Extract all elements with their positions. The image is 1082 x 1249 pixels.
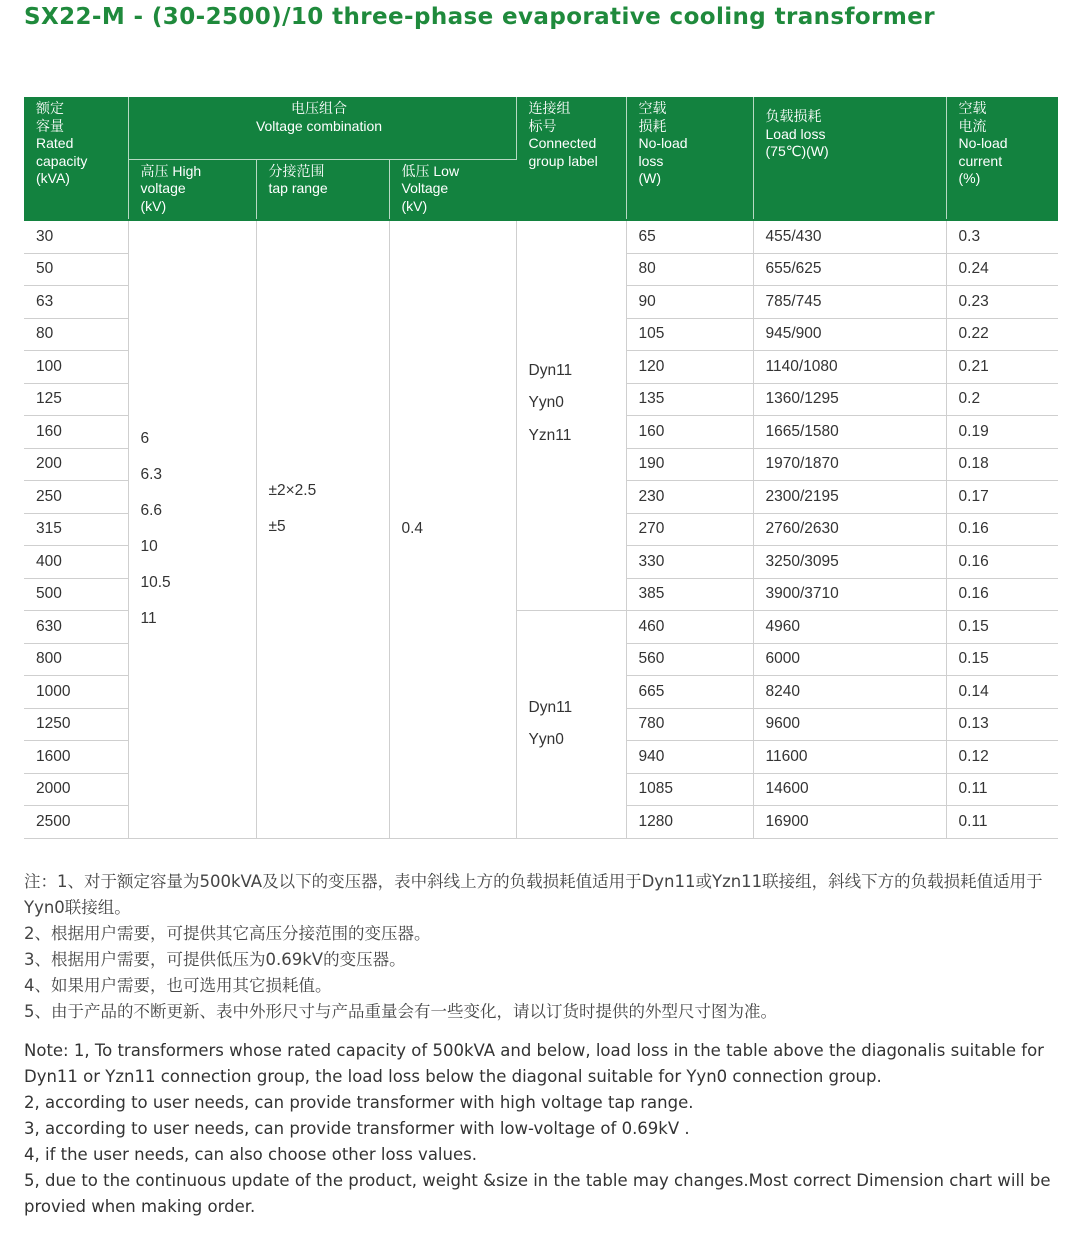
load-loss-cell: 455/430 [753, 220, 946, 253]
no-load-current-cell: 0.21 [946, 351, 1058, 384]
capacity-cell: 500 [24, 578, 128, 611]
note-cn-5: 5、由于产品的不断更新、表中外形尺寸与产品重量会有一些变化，请以订货时提供的外型尺寸图为准。 [24, 1002, 777, 1021]
header-line: 电压组合 [291, 100, 347, 116]
header-line: 空载 [958, 100, 987, 116]
merged-value: 6.3 [140, 466, 163, 484]
group-label-upper-cell [516, 220, 626, 611]
merged-value: ±2×2.5 [268, 482, 317, 500]
no-load-loss-cell: 160 [626, 416, 753, 449]
load-loss-cell: 16900 [753, 806, 946, 839]
no-load-loss-cell: 65 [626, 220, 753, 253]
merged-values [529, 692, 626, 757]
header-line: group label [528, 152, 598, 169]
header-line: 高压 High [140, 162, 202, 179]
capacity-cell: 50 [24, 253, 128, 286]
header-line: Voltage [401, 180, 449, 196]
header-line: Rated [36, 135, 74, 151]
header-line: Load loss [765, 125, 826, 142]
no-load-current-cell: 0.14 [946, 676, 1058, 709]
merged-values [141, 421, 256, 637]
merged-value: Yyn0 [528, 394, 564, 412]
no-load-current-cell: 0.15 [946, 611, 1058, 644]
load-loss-cell: 3250/3095 [753, 546, 946, 579]
merged-value: ±5 [268, 518, 286, 536]
no-load-current-cell: 0.16 [946, 578, 1058, 611]
capacity-cell: 100 [24, 351, 128, 384]
no-load-current-cell: 0.19 [946, 416, 1058, 449]
note-cn-4: 4、如果用户需要，也可选用其它损耗值。 [24, 976, 332, 995]
header-line: 额定 [36, 100, 64, 116]
no-load-loss-cell: 665 [626, 676, 753, 709]
no-load-current-cell: 0.13 [946, 708, 1058, 741]
capacity-cell: 1000 [24, 676, 128, 709]
header-voltage-combination [128, 97, 516, 159]
load-loss-cell: 1665/1580 [753, 416, 946, 449]
capacity-cell: 30 [24, 220, 128, 253]
header-line: No-load [638, 135, 688, 151]
group-label-lower-cell [516, 611, 626, 839]
header-line: 损耗 [638, 117, 667, 134]
table-row [24, 220, 1058, 253]
no-load-loss-cell: 1280 [626, 806, 753, 839]
header-line: (kV) [401, 197, 428, 214]
merged-value: 10 [140, 538, 158, 556]
header-line: 容量 [36, 117, 64, 134]
no-load-loss-cell: 190 [626, 448, 753, 481]
header-load-loss [753, 97, 946, 220]
load-loss-cell: 9600 [753, 708, 946, 741]
capacity-cell: 80 [24, 318, 128, 351]
no-load-loss-cell: 270 [626, 513, 753, 546]
header-no-load-loss [626, 97, 753, 220]
no-load-loss-cell: 330 [626, 546, 753, 579]
header-no-load-current [946, 97, 1058, 220]
no-load-loss-cell: 460 [626, 611, 753, 644]
header-tap-range [256, 159, 389, 220]
load-loss-cell: 1970/1870 [753, 448, 946, 481]
note-en-3: 3, according to user needs, can provide transformer with low-voltage of 0.69kV . [24, 1119, 690, 1138]
no-load-loss-cell: 560 [626, 643, 753, 676]
load-loss-cell: 945/900 [753, 318, 946, 351]
note-en-2: 2, according to user needs, can provide transformer with high voltage tap range. [24, 1093, 694, 1112]
no-load-current-cell: 0.15 [946, 643, 1058, 676]
note-en-1: Note: 1, To transformers whose rated capacity of 500kVA and below, load loss in the table above the diagonalis suitable for Dyn11 or Yzn11 connection group, the load loss below the diagonal suitable for Yyn0 connection group. [24, 1041, 1044, 1086]
merged-value: 6.6 [140, 502, 163, 520]
load-loss-cell: 8240 [753, 676, 946, 709]
header-line: Connected [528, 135, 597, 151]
header-line: 电流 [958, 117, 987, 134]
no-load-loss-cell: 90 [626, 286, 753, 319]
load-loss-cell: 2300/2195 [753, 481, 946, 514]
capacity-cell: 125 [24, 383, 128, 416]
no-load-current-cell: 0.18 [946, 448, 1058, 481]
header-line: (kVA) [36, 170, 70, 186]
note-en-4: 4, if the user needs, can also choose other loss values. [24, 1145, 477, 1164]
merged-value: Dyn11 [528, 698, 573, 716]
header-line: loss [638, 152, 664, 169]
no-load-current-cell: 0.22 [946, 318, 1058, 351]
no-load-current-cell: 0.11 [946, 773, 1058, 806]
no-load-loss-cell: 80 [626, 253, 753, 286]
capacity-cell: 63 [24, 286, 128, 319]
no-load-loss-cell: 105 [626, 318, 753, 351]
header-line: 标号 [528, 117, 557, 134]
capacity-cell: 1250 [24, 708, 128, 741]
no-load-current-cell: 0.2 [946, 383, 1058, 416]
capacity-cell: 400 [24, 546, 128, 579]
load-loss-cell: 655/625 [753, 253, 946, 286]
header-line: 分接范围 [268, 162, 325, 179]
capacity-cell: 1600 [24, 741, 128, 774]
merged-value: Dyn11 [528, 361, 573, 379]
merged-values [529, 355, 626, 453]
header-capacity [24, 97, 128, 220]
header-group-label [516, 97, 626, 220]
header-line: 低压 Low [401, 162, 460, 179]
header-line: (W) [638, 170, 662, 186]
header-line: No-load [958, 135, 1008, 151]
header-line: (75℃)(W) [765, 143, 829, 159]
header-line: (%) [958, 170, 981, 186]
load-loss-cell: 785/745 [753, 286, 946, 319]
no-load-current-cell: 0.3 [946, 220, 1058, 253]
capacity-cell: 630 [24, 611, 128, 644]
note-cn-1: 注：1、对于额定容量为500kVA及以下的变压器，表中斜线上方的负载损耗值适用于Dyn11或Yzn11联接组，斜线下方的负载损耗值适用于Yyn0联接组。 [24, 872, 1043, 917]
note-en-5: 5, due to the continuous update of the product, weight &size in the table may changes.Most correct Dimension chart will be provied when making order. [24, 1171, 1051, 1216]
header-line: tap range [268, 180, 328, 196]
load-loss-cell: 1140/1080 [753, 351, 946, 384]
no-load-loss-cell: 940 [626, 741, 753, 774]
load-loss-cell: 1360/1295 [753, 383, 946, 416]
capacity-cell: 800 [24, 643, 128, 676]
header-high-voltage [128, 159, 256, 220]
tap-range-cell [256, 220, 389, 838]
header-line: (kV) [140, 197, 167, 214]
capacity-cell: 315 [24, 513, 128, 546]
load-loss-cell: 14600 [753, 773, 946, 806]
load-loss-cell: 6000 [753, 643, 946, 676]
header-line: 负载损耗 [765, 108, 822, 124]
capacity-cell: 2500 [24, 806, 128, 839]
merged-value: Yzn11 [528, 426, 572, 444]
merged-value: 11 [140, 610, 157, 628]
notes-chinese [24, 869, 1069, 1025]
low-voltage-cell: 0.4 [389, 220, 516, 838]
header-line: 连接组 [528, 100, 571, 116]
no-load-loss-cell: 120 [626, 351, 753, 384]
load-loss-cell: 3900/3710 [753, 578, 946, 611]
no-load-current-cell: 0.16 [946, 546, 1058, 579]
no-load-current-cell: 0.24 [946, 253, 1058, 286]
header-line: Voltage combination [255, 117, 383, 134]
note-cn-3: 3、根据用户需要，可提供低压为0.69kV的变压器。 [24, 950, 406, 969]
no-load-current-cell: 0.11 [946, 806, 1058, 839]
load-loss-cell: 2760/2630 [753, 513, 946, 546]
merged-value: 6 [140, 430, 150, 448]
header-line: current [958, 152, 1003, 169]
load-loss-cell: 4960 [753, 611, 946, 644]
note-cn-2: 2、根据用户需要，可提供其它高压分接范围的变压器。 [24, 924, 431, 943]
capacity-cell: 200 [24, 448, 128, 481]
capacity-cell: 2000 [24, 773, 128, 806]
capacity-cell: 160 [24, 416, 128, 449]
no-load-loss-cell: 780 [626, 708, 753, 741]
high-voltage-cell [128, 220, 256, 838]
spec-table [24, 97, 1058, 839]
no-load-current-cell: 0.17 [946, 481, 1058, 514]
merged-values [269, 473, 389, 545]
no-load-loss-cell: 1085 [626, 773, 753, 806]
no-load-loss-cell: 135 [626, 383, 753, 416]
no-load-loss-cell: 385 [626, 578, 753, 611]
merged-value: Yyn0 [528, 731, 564, 749]
load-loss-cell: 11600 [753, 741, 946, 774]
header-low-voltage [389, 159, 516, 220]
no-load-current-cell: 0.16 [946, 513, 1058, 546]
no-load-current-cell: 0.12 [946, 741, 1058, 774]
merged-value: 10.5 [140, 574, 171, 592]
capacity-cell: 250 [24, 481, 128, 514]
notes-english [24, 1038, 1069, 1220]
no-load-current-cell: 0.23 [946, 286, 1058, 319]
header-line: capacity [36, 152, 88, 169]
header-line: 空载 [638, 100, 667, 116]
no-load-loss-cell: 230 [626, 481, 753, 514]
header-line: voltage [140, 180, 186, 196]
page-title: SX22-M - (30-2500)/10 three-phase evaporative cooling transformer [24, 4, 935, 30]
